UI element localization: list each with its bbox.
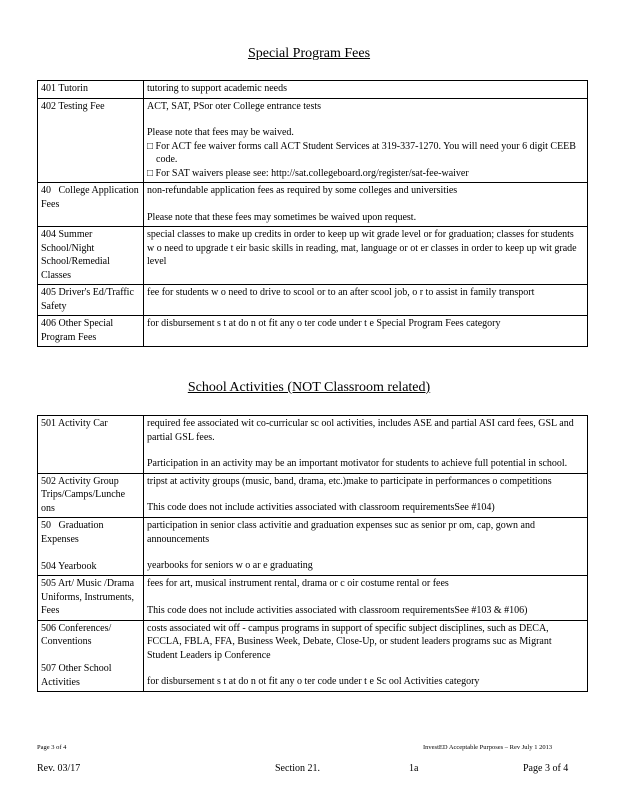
description-line: ACT, SAT, PSor oter College entrance tests	[147, 100, 322, 112]
footer-invested-revision: InvestED Acceptable Purposes – Rev July 1 2013	[423, 744, 553, 751]
school-activities-title: School Activities (NOT Classroom related)	[187, 380, 431, 395]
description-line: tripst at activity groups (music, band, drama, etc.)make to participate in performances o competitions	[147, 475, 552, 487]
table-row	[38, 98, 588, 183]
fee-code-cell: 50 Graduation Expenses 504 Yearbook	[38, 518, 144, 576]
description-line: This code does not include activities associated with classroom requirementsSee #103 & #106)	[147, 604, 528, 616]
fee-code-cell: 502 Activity Group Trips/Camps/Lunche ons	[38, 473, 144, 518]
fee-code-cell: 506 Conferences/ Conventions 507 Other School Activities	[38, 620, 144, 692]
fee-code-cell: 501 Activity Car	[38, 416, 144, 474]
fee-description-cell	[144, 81, 588, 99]
fee-code-cell: 402 Testing Fee	[38, 98, 144, 183]
fee-description-cell	[144, 416, 588, 474]
footer-page: Page 3 of 4	[523, 763, 569, 774]
description-line: □ For SAT waivers please see: http://sat.collegeboard.org/register/sat-fee-waiver	[147, 167, 469, 179]
table-row	[38, 576, 588, 621]
special-program-fees-table	[37, 80, 588, 347]
table-row	[38, 518, 588, 576]
description-line: Please note that fees may be waived.	[147, 127, 294, 138]
fee-description-cell	[144, 518, 588, 576]
table-row	[38, 81, 588, 99]
fee-description-cell	[144, 620, 588, 692]
description-line: tutoring to support academic needs	[147, 83, 287, 94]
description-line: fee for students w o need to drive to scool or to an after scool job, o r to assist in family transport	[147, 287, 535, 298]
fee-description-cell	[144, 285, 588, 316]
footer-section: Section 21.	[275, 763, 320, 774]
table-row	[38, 416, 588, 474]
description-line: participation in senior class activitie and graduation expenses suc as senior pr om, cap, gown and announcements	[147, 520, 535, 545]
description-line: for disbursement s t at do n ot fit any o ter code under t e Special Program Fees category	[147, 318, 501, 329]
description-line: special classes to make up credits in order to keep up wit grade level or for graduation; classes for students w o need to upgrade t eir basic skills in reading, mat, language or ot er classes in order to keep up wit grade level	[147, 229, 577, 267]
description-line: for disbursement s t at do n ot fit any o ter code under t e Sc ool Activities category	[147, 676, 480, 687]
description-line: required fee associated wit co-curricular sc ool activities, includes ASE and partial ASI card fees, GSL and partial GSL fees.	[147, 418, 574, 443]
description-line: Participation in an activity may be an important motivator for students to achieve full potential in school.	[147, 458, 568, 469]
fee-code-cell: 40 College Application Fees	[38, 183, 144, 227]
fee-description-cell	[144, 316, 588, 347]
fee-description-cell	[144, 227, 588, 285]
fee-code-cell: 405 Driver's Ed/Traffic Safety	[38, 285, 144, 316]
fee-code-cell: 401 Tutorin	[38, 81, 144, 99]
fee-code-cell: 505 Art/ Music /Drama Uniforms, Instruments, Fees	[38, 576, 144, 621]
description-line: yearbooks for seniors w o ar e graduating	[147, 560, 313, 571]
description-line: □ For ACT fee waiver forms call ACT Student Services at 319-337-1270. You will need your 6 digit CEEB code.	[147, 140, 576, 165]
description-line: This code does not include activities associated with classroom requirementsSee #104)	[147, 502, 495, 513]
table-row	[38, 285, 588, 316]
table-row	[38, 183, 588, 227]
school-activities-table	[37, 415, 588, 692]
fee-description-cell	[144, 473, 588, 518]
description-line: non-refundable application fees as required by some colleges and universities	[147, 185, 458, 196]
description-line: costs associated wit off - campus programs in support of specific subject disciplines, such as DECA, FCCLA, FBLA, FFA, Business Week, Debate, Close-Up, or student leaders programs suc as Migrant Student Leaders ip Conference	[147, 622, 552, 661]
description-line: Please note that these fees may sometimes be waived upon request.	[147, 211, 417, 223]
table-row	[38, 473, 588, 518]
fee-description-cell	[144, 576, 588, 621]
fee-code-cell: 404 Summer School/Night School/Remedial Classes	[38, 227, 144, 285]
footer-rev: Rev. 03/17	[37, 763, 81, 774]
footer-sub: 1a	[409, 763, 419, 774]
fee-code-cell: 406 Other Special Program Fees	[38, 316, 144, 347]
table-row	[38, 620, 588, 692]
table-row	[38, 316, 588, 347]
description-line: fees for art, musical instrument rental, drama or c oir costume rental or fees	[147, 578, 449, 589]
footer-page-small: Page 3 of 4	[37, 744, 67, 751]
special-program-fees-title: Special Program Fees	[247, 46, 371, 61]
fee-description-cell	[144, 183, 588, 227]
table-row	[38, 227, 588, 285]
fee-description-cell	[144, 98, 588, 183]
